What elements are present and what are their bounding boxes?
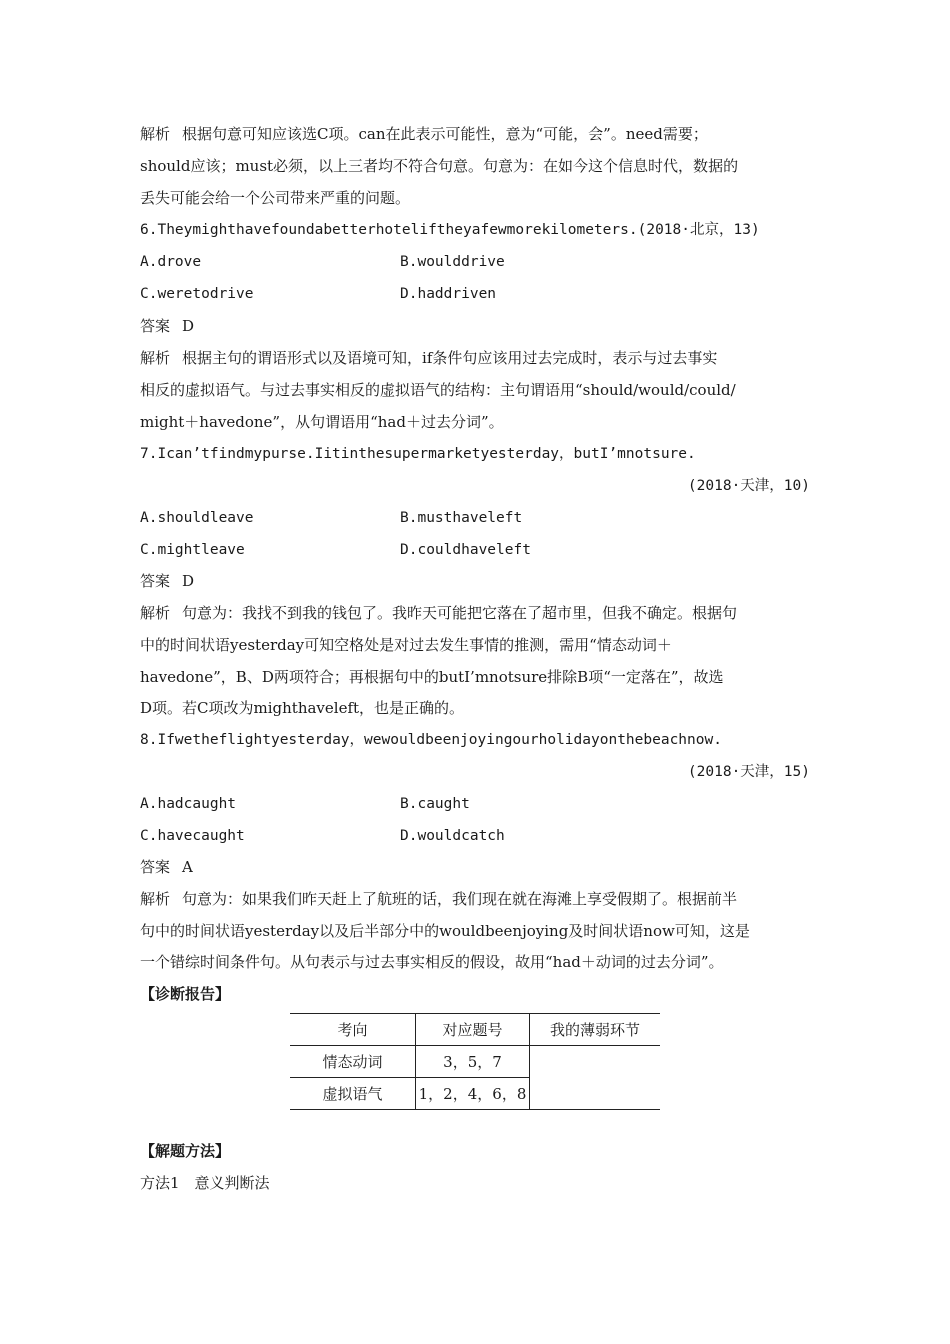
diagnosis-table xyxy=(290,1013,660,1110)
method-line: 方法1 意义判断法 xyxy=(140,1174,270,1192)
q6-source: (2018·北京，13) xyxy=(637,222,760,238)
q6-option-a: A.drove xyxy=(140,254,202,270)
q7-source: (2018·天津，10) xyxy=(687,478,810,494)
q7-answer: 答案 D xyxy=(140,572,195,590)
q7-option-c: C.mightleave xyxy=(140,542,245,558)
table-cell: 1，2，4，6，8 xyxy=(416,1078,530,1110)
q8-analysis-line-2: 句中的时间状语yesterday以及后半部分中的wouldbeenjoying及时间状语now可知，这是 xyxy=(140,922,750,940)
q7-analysis-line-3: havedone”，B、D两项符合；再根据句中的butI’mnotsure排除B项“一定落在”，故选 xyxy=(140,668,724,686)
q6-option-c: C.weretodrive xyxy=(140,286,254,302)
q8-analysis-line-1: 解析 句意为：如果我们昨天赶上了航班的话，我们现在就在海滩上享受假期了。根据前半 xyxy=(140,890,738,908)
q6-analysis-line-3: might＋havedone”，从句谓语用“had＋过去分词”。 xyxy=(140,413,504,431)
q7-analysis-line-2: 中的时间状语yesterday可知空格处是对过去发生事情的推测，需用“情态动词＋ xyxy=(140,636,672,654)
method-heading: 【解题方法】 xyxy=(140,1142,231,1160)
weakness-input-cell[interactable] xyxy=(530,1046,661,1110)
q7-analysis-line-1: 解析 句意为：我找不到我的钱包了。我昨天可能把它落在了超市里，但我不确定。根据句 xyxy=(140,604,738,622)
q7-option-a: A.shouldleave xyxy=(140,510,254,526)
table-header-row xyxy=(290,1014,660,1046)
diagnosis-heading: 【诊断报告】 xyxy=(140,985,231,1003)
column-header: 对应题号 xyxy=(416,1014,530,1046)
q5-analysis-line-3: 丢失可能会给一个公司带来严重的问题。 xyxy=(140,189,411,207)
analysis-label: 解析 xyxy=(140,125,171,143)
table-cell: 3，5，7 xyxy=(416,1046,530,1078)
q6-analysis-line-2: 相反的虚拟语气。与过去事实相反的虚拟语气的结构：主句谓语用“should/would/could/ xyxy=(140,381,736,399)
q6-option-d: D.haddriven xyxy=(400,286,497,302)
column-header: 考向 xyxy=(290,1014,416,1046)
q8-answer: 答案 A xyxy=(140,858,193,876)
q6-answer: 答案 D xyxy=(140,317,195,335)
q8-analysis-line-3: 一个错综时间条件句。从句表示与过去事实相反的假设，故用“had＋动词的过去分词”。 xyxy=(140,953,724,971)
table-row xyxy=(290,1046,660,1078)
column-header: 我的薄弱环节 xyxy=(530,1014,661,1046)
q7-option-d: D.couldhaveleft xyxy=(400,542,531,558)
q8-option-c: C.havecaught xyxy=(140,828,245,844)
q8-option-a: A.hadcaught xyxy=(140,796,237,812)
q6-stem: 6.Theymighthavefoundabetterhoteliftheyafewmorekilometers.(2018·北京，13) xyxy=(140,222,760,238)
q5-analysis-line-2: should应该；must必须，以上三者均不符合句意。句意为：在如今这个信息时代，数据的 xyxy=(140,157,739,175)
q7-stem: 7.Ican’tfindmypurse.Iitinthesupermarketyesterday，butI’mnotsure. xyxy=(140,446,696,462)
table-cell: 虚拟语气 xyxy=(290,1078,416,1110)
q7-analysis-line-4: D项。若C项改为mighthaveleft，也是正确的。 xyxy=(140,699,465,717)
q8-option-b: B.caught xyxy=(400,796,470,812)
q8-option-d: D.wouldcatch xyxy=(400,828,505,844)
q5-analysis-line-1: 解析 根据句意可知应该选C项。can在此表示可能性，意为“可能，会”。need需要； xyxy=(140,125,708,143)
q7-option-b: B.musthaveleft xyxy=(400,510,523,526)
q8-stem: 8.Ifwetheflightyesterday，wewouldbeenjoyingourholidayonthebeachnow. xyxy=(140,732,722,748)
q8-source: (2018·天津，15) xyxy=(687,764,810,780)
table-cell: 情态动词 xyxy=(322,1053,383,1071)
q6-analysis-line-1: 解析 根据主句的谓语形式以及语境可知，if条件句应该用过去完成时，表示与过去事实 xyxy=(140,349,718,367)
q6-option-b: B.woulddrive xyxy=(400,254,505,270)
